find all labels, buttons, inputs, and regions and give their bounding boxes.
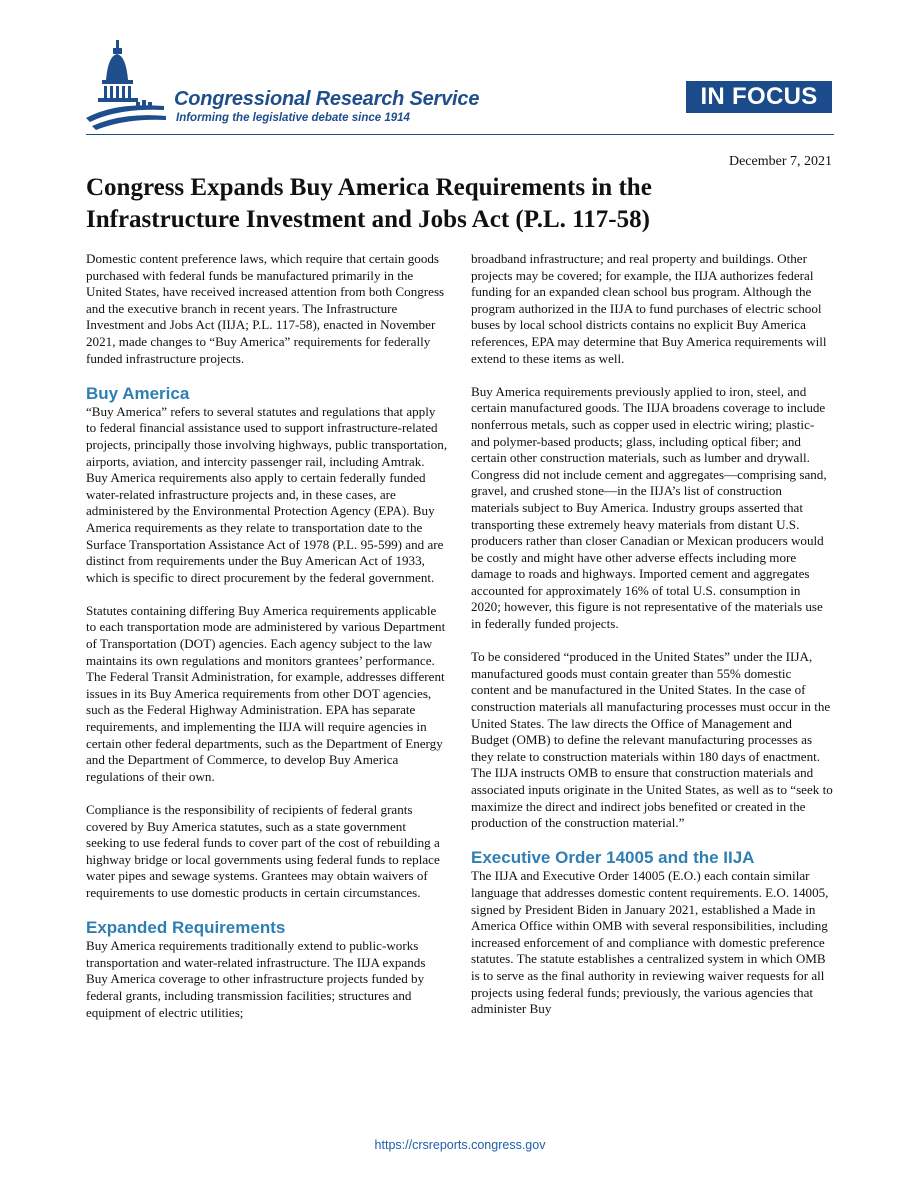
page-title: Congress Expands Buy America Requirements in the Infrastructure Investment and Jobs Act (P.L. 117-58) bbox=[86, 174, 652, 233]
masthead bbox=[86, 40, 836, 136]
org-tagline: Informing the legislative debate since 1914 bbox=[176, 112, 410, 124]
body-paragraph: Buy America requirements traditionally extend to public-works transportation and water-related infrastructure. The IIJA expands Buy America coverage to other infrastructure projects funded by federal grants, including transmission facilities; structures and equipment of electric utilities; bbox=[86, 938, 426, 1020]
in-focus-badge: IN FOCUS bbox=[686, 81, 832, 113]
right-column bbox=[471, 251, 833, 1034]
footer-url-link[interactable]: https://crsreports.congress.gov bbox=[374, 1138, 546, 1152]
body-paragraph: broadband infrastructure; and real property and buildings. Other projects may be covered; for example, the IIJA authorizes federal funding for an expanded clean school bus program. Although the program authorized in the IIJA to fund purchases of electric school buses by local school districts contains no explicit Buy America references, EPA may determine that Buy America requirements will extend to these items as well. bbox=[471, 251, 827, 366]
section-heading-expanded-requirements: Expanded Requirements bbox=[86, 918, 286, 938]
header-divider bbox=[86, 134, 834, 135]
section-heading-buy-america: Buy America bbox=[86, 383, 190, 403]
body-paragraph: The IIJA and Executive Order 14005 (E.O.) each contain similar language that addresses domestic content requirements. E.O. 14005, signed by President Biden in January 2021, established a Made in America Office within OMB with several responsibilities, including increased enforcement of and compliance with domestic preference statutes. The statute establishes a centralized system in which OMB is to serve as the final authority in reviewing waiver requests for all projects using federal funds; previously, the various agencies that administer Buy bbox=[471, 868, 829, 1017]
section-heading-executive-order: Executive Order 14005 and the IIJA bbox=[471, 848, 755, 868]
publication-date: December 7, 2021 bbox=[728, 154, 832, 169]
org-name: Congressional Research Service bbox=[174, 88, 480, 110]
body-paragraph: Compliance is the responsibility of recipients of federal grants covered by Buy America statutes, such as a state government seeking to use federal funds to cover part of the cost of rebuilding a highway bridge or local governments using federal funds to replace water pipes and sewage systems. Grantees may obtain waivers of requirements to use domestic products in certain circumstances. bbox=[86, 802, 440, 900]
body-paragraph: Statutes containing differing Buy America requirements applicable to each transportation mode are administered by various Department of Transportation (DOT) agencies. Each agency subject to the law maintains its own regulations and monitors grantees’ performance. The Federal Transit Administration, for example, addresses different issues in its Buy America requirements from other DOT agencies, such as the Federal Highway Administration. EPA has separate requirements, and implementing the IIJA will require agencies in certain other federal departments, such as the Department of Energy and the Department of Commerce, to develop Buy America regulations of their own. bbox=[86, 602, 446, 784]
body-paragraph: “Buy America” refers to several statutes and regulations that apply to federal financial assistance used to support infrastructure-related projects, principally those involving highways, public transportation, airports, aviation, and intercity passenger rail, including Amtrak. Buy America requirements also apply to certain federally funded water-related infrastructure projects and, in these cases, are administered by the Environmental Protection Agency (EPA). Buy America requirements as they relate to transportation date to the Surface Transportation Assistance Act of 1978 (P.L. 95-599) and are distinct from requirements under the Buy American Act of 1933, which is specific to direct procurement by the federal government. bbox=[86, 403, 448, 585]
body-paragraph: Buy America requirements previously applied to iron, steel, and certain manufactured goods. The IIJA broadens coverage to include nonferrous metals, such as copper used in electric wiring; plastic- and polymer-based products; glass, including optical fiber; and certain other construction materials, such as lumber and drywall. Congress did not include cement and aggregates—comprising sand, gravel, and crushed stone—in the IIJA’s list of construction materials subject to Buy America. Industry groups asserted that transporting these extremely heavy materials from distant U.S. producers rather than closer Canadian or Mexican producers would be costly and might have other adverse effects including more damage to roads and highways. Imported cement and aggregates accounted for approximately 16% of total U.S. consumption in 2020; however, this figure is not representative of the materials use in federally funded projects. bbox=[471, 383, 827, 632]
body-paragraph: To be considered “produced in the United States” under the IIJA, manufactured goods must contain greater than 55% domestic content and be manufactured in the United States. In the case of construction materials all manufacturing processes must occur in the United States. The law directs the Office of Management and Budget (OMB) to define the relevant manufacturing processes as they relate to construction materials within 180 days of enactment. The IIJA instructs OMB to ensure that construction materials and associated inputs originate in the United States, as well as to “seek to maximize the direct and indirect jobs benefited or created in the production of the construction material.” bbox=[471, 649, 833, 831]
left-column bbox=[86, 251, 448, 1038]
capitol-dome-logo-icon bbox=[86, 40, 168, 132]
intro-paragraph: Domestic content preference laws, which require that certain goods purchased with federal funds be manufactured primarily in the United States, have received increased attention from both Congress and the executive branch in recent years. The Infrastructure Investment and Jobs Act (IIJA; P.L. 117-58), enacted in November 2021, made changes to “Buy America” requirements for federally funded infrastructure projects. bbox=[86, 251, 445, 366]
